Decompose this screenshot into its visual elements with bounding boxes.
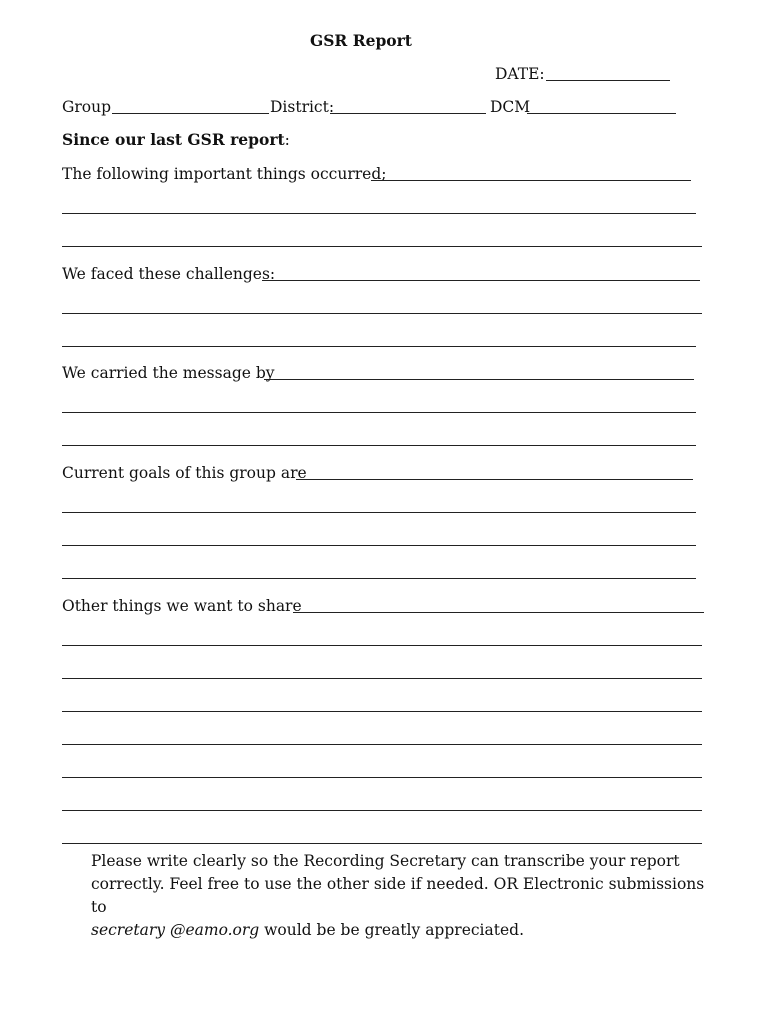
challenges-line[interactable] (62, 313, 702, 314)
other-line[interactable] (62, 777, 702, 778)
other-line[interactable] (62, 645, 702, 646)
challenges-label: We faced these challenges: (62, 265, 276, 283)
footer-line-3: secretary @eamo.org would be be greatly appreciated. (91, 921, 524, 939)
page-title: GSR Report (310, 31, 412, 50)
occurred-line[interactable] (62, 213, 696, 214)
occurred-field[interactable] (371, 180, 691, 181)
date-label: DATE: (495, 65, 545, 83)
district-field[interactable] (330, 113, 486, 114)
other-line[interactable] (62, 744, 702, 745)
other-line[interactable] (62, 810, 702, 811)
message-field[interactable] (264, 379, 694, 380)
challenges-line[interactable] (62, 346, 696, 347)
district-label: District: (270, 98, 335, 116)
message-line[interactable] (62, 445, 696, 446)
dcm-label: DCM (490, 98, 531, 116)
goals-line[interactable] (62, 545, 696, 546)
other-line[interactable] (62, 678, 702, 679)
other-field[interactable] (293, 612, 704, 613)
message-line[interactable] (62, 412, 696, 413)
since-heading: Since our last GSR report: (62, 130, 290, 149)
other-line[interactable] (62, 711, 702, 712)
other-label: Other things we want to share (62, 597, 302, 615)
occurred-line[interactable] (62, 246, 702, 247)
occurred-label: The following important things occurred; (62, 165, 387, 183)
goals-line[interactable] (62, 512, 696, 513)
other-line[interactable] (62, 843, 702, 844)
goals-line[interactable] (62, 578, 696, 579)
email-address[interactable]: secretary @eamo.org (91, 921, 260, 939)
goals-field[interactable] (296, 479, 693, 480)
footer-line-2: correctly. Feel free to use the other side if needed. OR Electronic submissions to (91, 875, 705, 916)
dcm-field[interactable] (527, 113, 676, 114)
message-label: We carried the message by (62, 364, 275, 382)
group-label: Group (62, 98, 112, 116)
date-field[interactable] (546, 80, 670, 81)
group-field[interactable] (112, 113, 269, 114)
footer-line-1: Please write clearly so the Recording Secretary can transcribe your report (91, 852, 680, 870)
footer-note (91, 850, 711, 942)
goals-label: Current goals of this group are (62, 464, 307, 482)
challenges-field[interactable] (262, 280, 700, 281)
